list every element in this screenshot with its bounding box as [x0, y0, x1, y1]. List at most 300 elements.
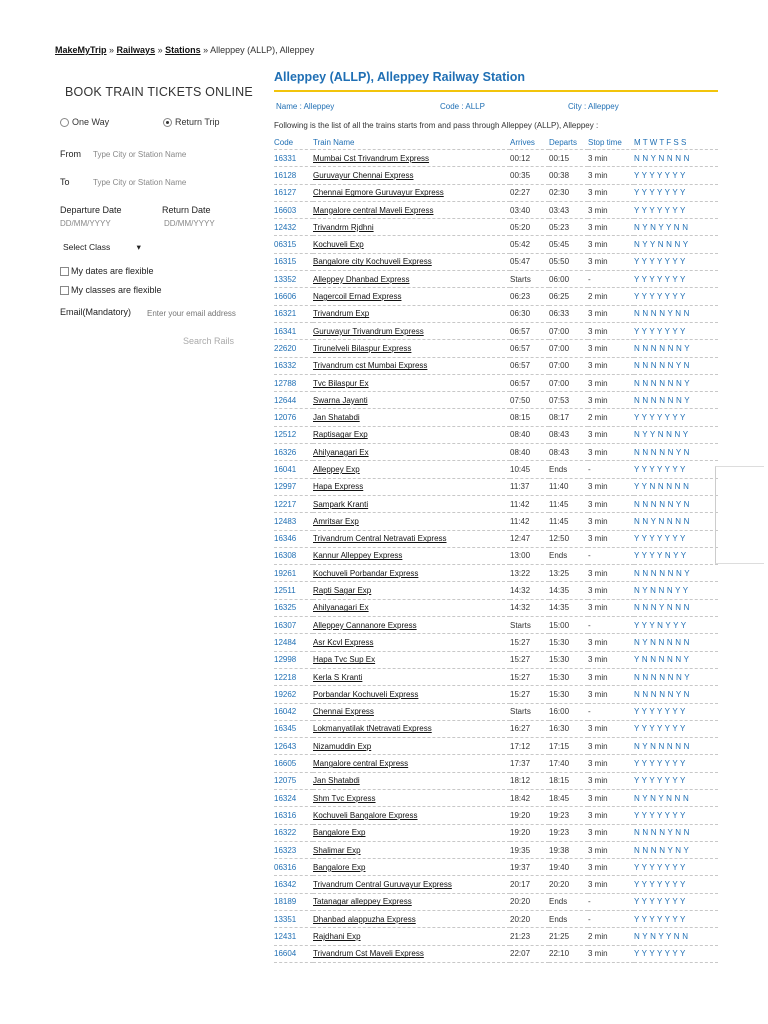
train-name-cell — [313, 495, 510, 512]
stop-time: 3 min — [588, 495, 634, 512]
table-row — [274, 859, 718, 876]
train-name-link[interactable]: Alleppey Dhanbad Express — [313, 274, 410, 284]
train-name-link[interactable]: Trivandrum Cst Maveli Express — [313, 949, 424, 959]
train-name-link[interactable]: Hapa Tvc Sup Ex — [313, 655, 376, 665]
train-code: 12643 — [274, 738, 313, 755]
table-row — [274, 928, 718, 945]
train-name-cell — [313, 513, 510, 530]
train-name-link[interactable]: Ahilyanagari Ex — [313, 447, 369, 457]
train-name-link[interactable]: Raptisagar Exp — [313, 430, 368, 440]
running-days: N N N N N Y N — [634, 686, 718, 703]
table-row — [274, 444, 718, 461]
train-name-cell — [313, 738, 510, 755]
train-name-link[interactable]: Nagercoil Ernad Express — [313, 292, 402, 302]
departure-time: 06:00 — [549, 271, 588, 288]
arrival-time: 15:27 — [510, 686, 549, 703]
departure-time: 07:53 — [549, 392, 588, 409]
running-days: Y Y Y N Y Y Y — [634, 617, 718, 634]
train-table — [274, 136, 718, 963]
stop-time: - — [588, 617, 634, 634]
stop-time: 3 min — [588, 374, 634, 391]
flexible-dates-checkbox[interactable] — [60, 267, 69, 276]
stop-time: 3 min — [588, 478, 634, 495]
running-days: Y Y Y Y Y Y Y — [634, 911, 718, 928]
stop-time: 3 min — [588, 530, 634, 547]
train-name-cell — [313, 755, 510, 772]
running-days: Y Y Y Y Y Y Y — [634, 876, 718, 893]
train-name-cell — [313, 634, 510, 651]
departure-date-input[interactable]: DD/MM/YYYY — [60, 219, 111, 228]
train-code: 16604 — [274, 945, 313, 962]
stop-time: 3 min — [588, 945, 634, 962]
running-days: Y Y Y Y Y Y Y — [634, 893, 718, 910]
train-code: 16127 — [274, 184, 313, 201]
train-code: 16325 — [274, 599, 313, 616]
station-name-info: Name : Alleppey — [276, 102, 335, 111]
train-name-link[interactable]: Guruvayur Trivandrum Express — [313, 326, 424, 336]
running-days: Y Y Y Y Y Y Y — [634, 184, 718, 201]
running-days: N Y N N N N N — [634, 738, 718, 755]
train-code: 12076 — [274, 409, 313, 426]
header-arrives: Arrives — [510, 138, 535, 147]
train-code: 16342 — [274, 876, 313, 893]
table-row — [274, 582, 718, 599]
departure-time: 00:38 — [549, 167, 588, 184]
chevron-down-icon: ▾ — [136, 242, 141, 252]
train-name-link[interactable]: Chennai Express — [313, 707, 374, 717]
train-name-link[interactable]: Tvc Bilaspur Ex — [313, 378, 369, 388]
departure-time: 17:15 — [549, 738, 588, 755]
stop-time: 3 min — [588, 720, 634, 737]
train-code: 12431 — [274, 928, 313, 945]
running-days: N N N N N Y N — [634, 444, 718, 461]
train-code: 16606 — [274, 288, 313, 305]
train-name-link[interactable]: Mumbai Cst Trivandrum Express — [313, 153, 430, 163]
train-name-link[interactable]: Kerla S Kranti — [313, 672, 363, 682]
train-name-cell — [313, 530, 510, 547]
train-name-link[interactable]: Bangalore city Kochuveli Express — [313, 257, 432, 267]
train-name-link[interactable]: Shm Tvc Express — [313, 793, 376, 803]
breadcrumb-railways[interactable]: Railways — [116, 45, 156, 55]
running-days: Y Y Y Y Y Y Y — [634, 720, 718, 737]
to-label: To — [60, 177, 70, 187]
table-row — [274, 478, 718, 495]
train-name-link[interactable]: Dhanbad alappuzha Express — [313, 914, 416, 924]
train-name-link[interactable]: Rapti Sagar Exp — [313, 586, 372, 596]
search-rails-button[interactable]: Search Rails — [183, 336, 235, 346]
running-days: N N Y N N N N — [634, 150, 718, 167]
train-name-cell — [313, 841, 510, 858]
train-name-cell — [313, 219, 510, 236]
arrival-time: 16:27 — [510, 720, 549, 737]
train-name-cell — [313, 201, 510, 218]
breadcrumb-makemytrip[interactable]: MakeMyTrip — [55, 45, 107, 55]
train-name-cell — [313, 789, 510, 806]
side-scroll-panel[interactable] — [715, 466, 764, 564]
running-days: N N N N N N Y — [634, 565, 718, 582]
train-name-link[interactable]: Trivandrum Central Netravati Express — [313, 534, 447, 544]
stop-time: 2 min — [588, 409, 634, 426]
train-name-link[interactable]: Mangalore central Maveli Express — [313, 205, 434, 215]
departure-time: 19:23 — [549, 824, 588, 841]
arrival-time: 07:50 — [510, 392, 549, 409]
train-name-link[interactable]: Sampark Kranti — [313, 499, 369, 509]
arrival-time: 12:47 — [510, 530, 549, 547]
table-row — [274, 357, 718, 374]
arrival-time: 05:20 — [510, 219, 549, 236]
train-code: 12788 — [274, 374, 313, 391]
stop-time: 3 min — [588, 651, 634, 668]
email-input[interactable]: Enter your email address — [147, 309, 236, 318]
flexible-dates-option[interactable] — [60, 266, 154, 276]
table-row — [274, 651, 718, 668]
table-row — [274, 841, 718, 858]
train-name-link[interactable]: Ahilyanagari Ex — [313, 603, 369, 613]
return-trip-label: Return Trip — [175, 117, 220, 127]
departure-time: 13:25 — [549, 565, 588, 582]
stop-time: 3 min — [588, 824, 634, 841]
stop-time: 3 min — [588, 426, 634, 443]
train-name-link[interactable]: Trivandrum Central Guruvayur Express — [313, 880, 452, 890]
train-code: 13352 — [274, 271, 313, 288]
train-name-link[interactable]: Trivandrum cst Mumbai Express — [313, 361, 428, 371]
train-name-link[interactable]: Shalimar Exp — [313, 845, 361, 855]
running-days: N N N N Y N N — [634, 305, 718, 322]
train-name-link[interactable]: Amritsar Exp — [313, 516, 359, 526]
train-name-cell — [313, 547, 510, 564]
arrival-time: 17:37 — [510, 755, 549, 772]
train-name-link[interactable]: Kannur Alleppey Express — [313, 551, 403, 561]
table-row — [274, 495, 718, 512]
train-name-link[interactable]: Kochuveli Porbandar Express — [313, 568, 419, 578]
arrival-time: 15:27 — [510, 634, 549, 651]
train-name-link[interactable]: Kochuveli Bangalore Express — [313, 810, 418, 820]
running-days: N N Y N N N N — [634, 513, 718, 530]
train-name-cell — [313, 668, 510, 685]
stop-time: 3 min — [588, 322, 634, 339]
stop-time: 3 min — [588, 167, 634, 184]
train-name-cell — [313, 807, 510, 824]
running-days: Y Y Y Y Y Y Y — [634, 807, 718, 824]
train-name-cell — [313, 945, 510, 962]
table-row — [274, 807, 718, 824]
table-row — [274, 461, 718, 478]
arrival-time: Starts — [510, 271, 549, 288]
train-code: 16308 — [274, 547, 313, 564]
stop-time: 3 min — [588, 582, 634, 599]
stop-time: 3 min — [588, 236, 634, 253]
train-name-link[interactable]: Rajdhani Exp — [313, 932, 361, 941]
return-date-input[interactable]: DD/MM/YYYY — [164, 219, 215, 228]
departure-time: 08:43 — [549, 444, 588, 461]
stop-time: 3 min — [588, 807, 634, 824]
train-code: 19261 — [274, 565, 313, 582]
running-days: Y Y Y Y Y Y Y — [634, 945, 718, 962]
arrival-time: 05:47 — [510, 253, 549, 270]
arrival-time: 19:37 — [510, 859, 549, 876]
arrival-time: 06:30 — [510, 305, 549, 322]
train-name-cell — [313, 184, 510, 201]
train-name-link[interactable]: Porbandar Kochuveli Express — [313, 689, 419, 699]
train-name-link[interactable]: Jan Shatabdi — [313, 776, 360, 786]
table-row — [274, 340, 718, 357]
train-code: 16041 — [274, 461, 313, 478]
train-name-cell — [313, 720, 510, 737]
trip-return-option[interactable] — [163, 117, 220, 127]
train-name-cell — [313, 911, 510, 928]
train-name-link[interactable]: Jan Shatabdi — [313, 413, 360, 423]
arrival-time: 20:20 — [510, 911, 549, 928]
flexible-dates-label: My dates are flexible — [71, 266, 154, 276]
arrival-time: 15:27 — [510, 668, 549, 685]
train-code: 16316 — [274, 807, 313, 824]
breadcrumb-separator: » — [155, 45, 166, 55]
train-name-cell — [313, 305, 510, 322]
arrival-time: 11:37 — [510, 478, 549, 495]
train-name-link[interactable]: Nizamuddin Exp — [313, 741, 372, 751]
page-title: Alleppey (ALLP), Alleppey Railway Station — [274, 70, 718, 92]
train-name-link[interactable]: Mangalore central Express — [313, 759, 409, 769]
train-code: 16332 — [274, 357, 313, 374]
departure-time: 07:00 — [549, 357, 588, 374]
from-input[interactable]: Type City or Station Name — [93, 150, 187, 159]
departure-time: 22:10 — [549, 945, 588, 962]
trip-one-way-option[interactable] — [60, 117, 109, 127]
train-code: 12998 — [274, 651, 313, 668]
departure-time: 03:43 — [549, 201, 588, 218]
running-days: Y Y Y Y Y Y Y — [634, 201, 718, 218]
train-code: 19262 — [274, 686, 313, 703]
departure-time: 07:00 — [549, 374, 588, 391]
departure-time: 15:30 — [549, 651, 588, 668]
running-days: Y N N N N N Y — [634, 651, 718, 668]
stop-time: - — [588, 893, 634, 910]
arrival-time: 05:42 — [510, 236, 549, 253]
train-name-cell — [313, 409, 510, 426]
header-departs: Departs — [549, 138, 578, 147]
running-days: N Y N Y Y N N — [634, 928, 718, 945]
one-way-radio[interactable] — [60, 118, 69, 127]
departure-time: 05:23 — [549, 219, 588, 236]
one-way-label: One Way — [72, 117, 110, 127]
train-code: 12997 — [274, 478, 313, 495]
departure-time: 06:25 — [549, 288, 588, 305]
train-name-cell — [313, 392, 510, 409]
arrival-time: 08:40 — [510, 426, 549, 443]
departure-time: 11:45 — [549, 513, 588, 530]
stop-time: 3 min — [588, 201, 634, 218]
train-name-cell — [313, 582, 510, 599]
arrival-time: 03:40 — [510, 201, 549, 218]
table-row — [274, 288, 718, 305]
train-name-cell — [313, 426, 510, 443]
table-row — [274, 150, 718, 167]
from-label: From — [60, 149, 81, 159]
train-name-link[interactable]: Trivandrm Rjdhni — [313, 222, 374, 232]
train-code: 16322 — [274, 824, 313, 841]
train-name-link[interactable]: Bangalore Exp — [313, 862, 366, 872]
running-days: N Y N N N N N — [634, 634, 718, 651]
train-name-cell — [313, 686, 510, 703]
return-trip-radio[interactable] — [163, 118, 172, 127]
train-name-link[interactable]: Chennai Egmore Guruvayur Express — [313, 188, 444, 198]
stop-time: 3 min — [588, 305, 634, 322]
running-days: Y Y Y Y N Y Y — [634, 547, 718, 564]
stop-time: 3 min — [588, 789, 634, 806]
flexible-classes-option[interactable] — [60, 285, 162, 295]
train-name-link[interactable]: Asr Kcvl Express — [313, 637, 374, 647]
table-row — [274, 824, 718, 841]
header-train-name: Train Name — [313, 138, 355, 147]
arrival-time: 15:27 — [510, 651, 549, 668]
table-row — [274, 634, 718, 651]
arrival-time: 21:23 — [510, 928, 549, 945]
station-content — [274, 70, 718, 963]
train-table-body — [274, 150, 718, 963]
running-days: N Y Y N N N Y — [634, 426, 718, 443]
arrival-time: 22:07 — [510, 945, 549, 962]
departure-time: 20:20 — [549, 876, 588, 893]
running-days: N Y Y N N N Y — [634, 236, 718, 253]
stop-time: 3 min — [588, 859, 634, 876]
table-row — [274, 668, 718, 685]
departure-time: 18:15 — [549, 772, 588, 789]
arrival-time: Starts — [510, 703, 549, 720]
arrival-time: 06:23 — [510, 288, 549, 305]
table-row — [274, 322, 718, 339]
train-name-link[interactable]: Alleppey Exp — [313, 464, 360, 474]
train-name-cell — [313, 703, 510, 720]
table-row — [274, 392, 718, 409]
return-date-label: Return Date — [162, 205, 211, 215]
table-row — [274, 426, 718, 443]
departure-time: 05:50 — [549, 253, 588, 270]
stop-time: 3 min — [588, 219, 634, 236]
train-code: 22620 — [274, 340, 313, 357]
running-days: N N N N N N Y — [634, 340, 718, 357]
train-name-cell — [313, 340, 510, 357]
stop-time: - — [588, 911, 634, 928]
departure-time: 19:23 — [549, 807, 588, 824]
table-row — [274, 772, 718, 789]
stop-time: 3 min — [588, 634, 634, 651]
running-days: Y Y Y Y Y Y Y — [634, 409, 718, 426]
train-name-cell — [313, 478, 510, 495]
running-days: Y Y Y Y Y Y Y — [634, 530, 718, 547]
train-name-link[interactable]: Bangalore Exp — [313, 828, 366, 838]
table-row — [274, 738, 718, 755]
departure-time: 16:30 — [549, 720, 588, 737]
train-name-link[interactable]: Tatanagar alleppey Express — [313, 897, 412, 907]
stop-time: 3 min — [588, 668, 634, 685]
running-days: N N N N N N Y — [634, 668, 718, 685]
train-code: 16605 — [274, 755, 313, 772]
stop-time: 3 min — [588, 772, 634, 789]
train-code: 16315 — [274, 253, 313, 270]
table-row — [274, 720, 718, 737]
stop-time: 3 min — [588, 565, 634, 582]
arrival-time: 00:12 — [510, 150, 549, 167]
stop-time: 3 min — [588, 253, 634, 270]
arrival-time: Starts — [510, 617, 549, 634]
arrival-time: 18:42 — [510, 789, 549, 806]
departure-time: 07:00 — [549, 322, 588, 339]
running-days: N N N N N Y N — [634, 357, 718, 374]
departure-time: 08:17 — [549, 409, 588, 426]
breadcrumb-stations[interactable]: Stations — [165, 45, 201, 55]
running-days: N N N Y N N N — [634, 599, 718, 616]
train-name-link[interactable]: Swarna Jayanti — [313, 395, 368, 405]
running-days: N N N N N N Y — [634, 392, 718, 409]
class-select-value: Select Class — [63, 242, 111, 252]
flexible-classes-checkbox[interactable] — [60, 286, 69, 295]
train-code: 12644 — [274, 392, 313, 409]
table-row — [274, 305, 718, 322]
train-code: 12483 — [274, 513, 313, 530]
train-code: 16321 — [274, 305, 313, 322]
stop-time: 3 min — [588, 738, 634, 755]
stop-time: - — [588, 547, 634, 564]
train-name-link[interactable]: Guruvayur Chennai Express — [313, 170, 414, 180]
header-stop-time: Stop time — [588, 138, 622, 147]
arrival-time: 13:00 — [510, 547, 549, 564]
train-name-cell — [313, 772, 510, 789]
class-select[interactable] — [63, 242, 141, 253]
train-name-link[interactable]: Hapa Express — [313, 482, 364, 492]
station-city-info: City : Alleppey — [568, 102, 619, 111]
table-row — [274, 530, 718, 547]
train-name-link[interactable]: Trivandrum Exp — [313, 309, 370, 319]
flexible-classes-label: My classes are flexible — [71, 285, 162, 295]
train-code: 16326 — [274, 444, 313, 461]
station-code-info: Code : ALLP — [440, 102, 485, 111]
running-days: Y Y Y Y Y Y Y — [634, 253, 718, 270]
table-row — [274, 271, 718, 288]
running-days: Y Y Y Y Y Y Y — [634, 461, 718, 478]
train-code: 16341 — [274, 322, 313, 339]
train-code: 16323 — [274, 841, 313, 858]
table-row — [274, 789, 718, 806]
train-name-link[interactable]: Kochuveli Exp — [313, 240, 364, 250]
breadcrumb-separator: » — [106, 45, 117, 55]
arrival-time: 20:17 — [510, 876, 549, 893]
departure-time: 15:00 — [549, 617, 588, 634]
train-code: 16307 — [274, 617, 313, 634]
to-input[interactable]: Type City or Station Name — [93, 178, 187, 187]
train-code: 12484 — [274, 634, 313, 651]
running-days: N Y N Y N N N — [634, 789, 718, 806]
train-name-link[interactable]: Alleppey Cannanore Express — [313, 620, 417, 630]
train-code: 13351 — [274, 911, 313, 928]
departure-time: 12:50 — [549, 530, 588, 547]
departure-time: 06:33 — [549, 305, 588, 322]
running-days: N N N N N N Y — [634, 374, 718, 391]
departure-time: Ends — [549, 461, 588, 478]
departure-time: 08:43 — [549, 426, 588, 443]
breadcrumb — [55, 45, 314, 55]
train-code: 16324 — [274, 789, 313, 806]
arrival-time: 06:57 — [510, 357, 549, 374]
train-name-link[interactable]: Tirunelveli Bilaspur Express — [313, 343, 412, 353]
table-row — [274, 755, 718, 772]
train-table-header — [274, 136, 718, 150]
table-row — [274, 617, 718, 634]
station-info — [274, 102, 718, 116]
running-days: Y Y Y Y Y Y Y — [634, 703, 718, 720]
train-name-cell — [313, 893, 510, 910]
arrival-time: 06:57 — [510, 374, 549, 391]
train-name-link[interactable]: Lokmanyatilak tNetravati Express — [313, 724, 432, 734]
